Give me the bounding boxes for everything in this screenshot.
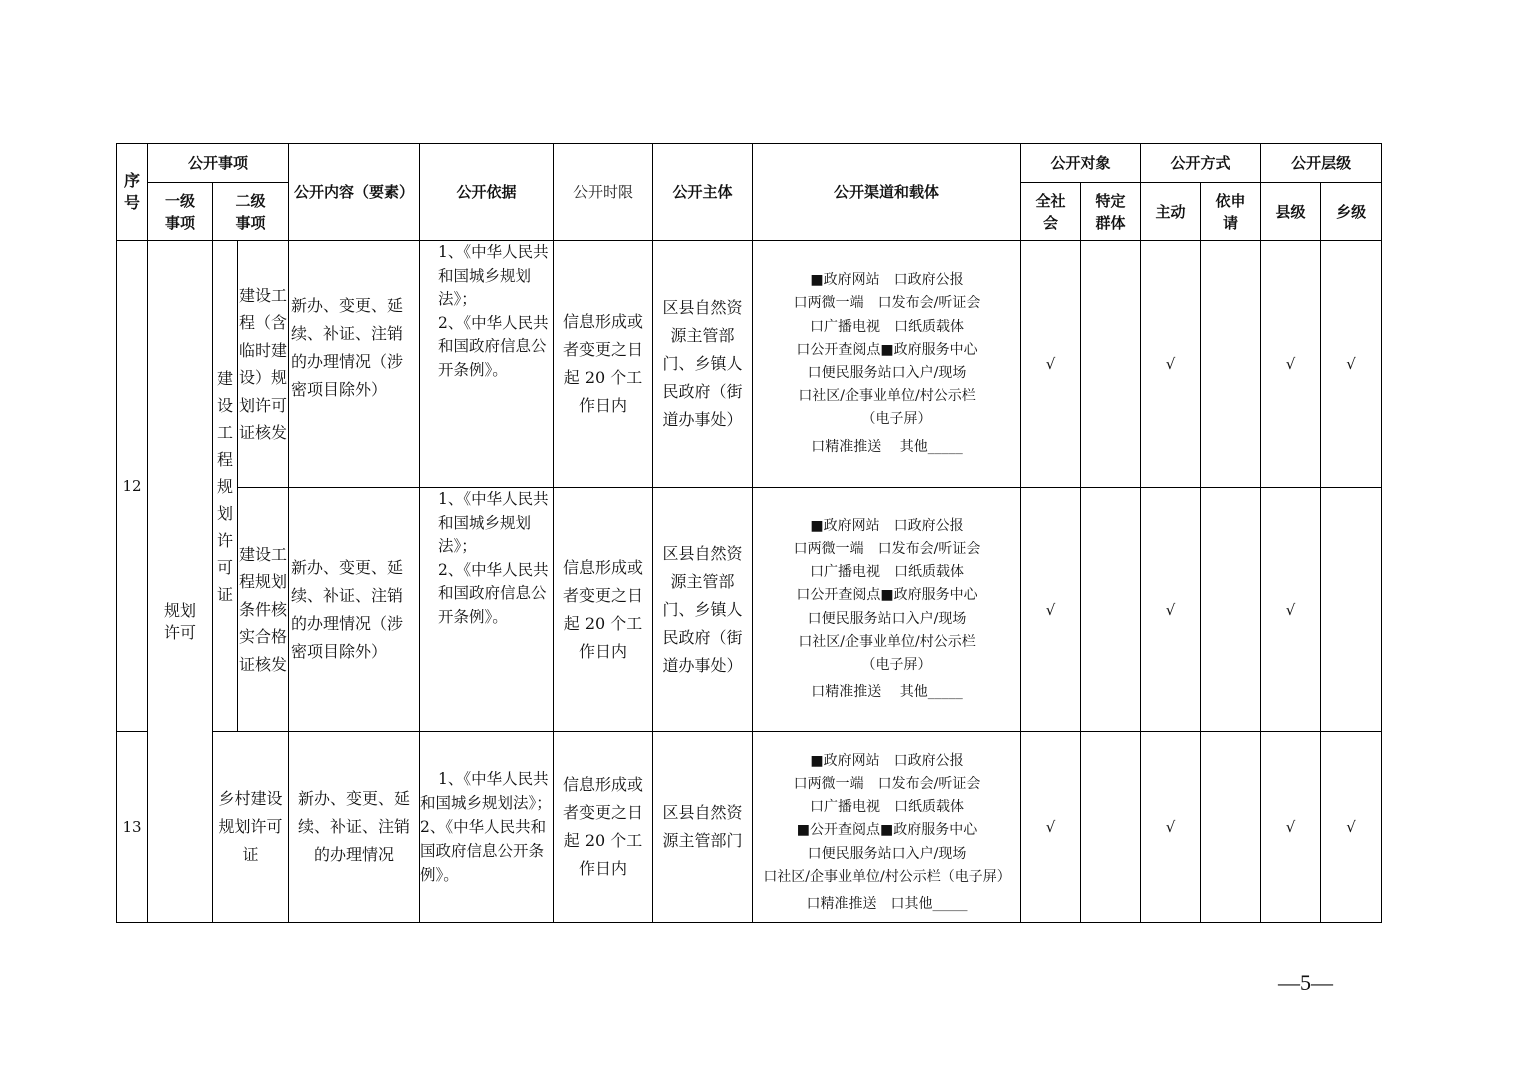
level2-cell: 建设工程规划条件核实合格证核发 xyxy=(238,488,289,732)
method-request-check xyxy=(1201,241,1261,488)
table-row xyxy=(117,732,1382,923)
level-county-check: √ xyxy=(1261,488,1321,732)
level1-sub-cell: 建设工程规划许可证 xyxy=(213,241,238,732)
target-all-check: √ xyxy=(1021,732,1081,923)
channels-cell: ■政府网站 口政府公报 口两微一端 口发布会/听证会 口广播电视 口纸质载体 口公开查阅点■政府服务中心 口便民服务站口入户/现场 口社区/企事业单位/村公示栏 （电子屏） 口精准推送 其他_____ xyxy=(753,241,1021,488)
channels-cell: ■政府网站 口政府公报 口两微一端 口发布会/听证会 口广播电视 口纸质载体 ■公开查阅点■政府服务中心 口便民服务站口入户/现场 口社区/企事业单位/村公示栏（电子屏） 口精准推送 口其他_____ xyxy=(753,732,1021,923)
header-target-all: 全社会 xyxy=(1021,183,1081,241)
basis-cell: 1、《中华人民共和国城乡规划法》； 2、《中华人民共和国政府信息公开条例》。 xyxy=(420,241,554,488)
method-active-check: √ xyxy=(1141,241,1201,488)
header-level1: 一级事项 xyxy=(148,183,213,241)
method-active-check: √ xyxy=(1141,488,1201,732)
header-time-limit: 公开时限 xyxy=(554,144,653,241)
level-county-check: √ xyxy=(1261,241,1321,488)
header-level-township: 乡级 xyxy=(1321,183,1382,241)
header-target: 公开对象 xyxy=(1021,144,1141,183)
header-matter: 公开事项 xyxy=(148,144,289,183)
header-target-specific: 特定群体 xyxy=(1081,183,1141,241)
level2-cell: 乡村建设规划许可证 xyxy=(213,732,289,923)
level-township-check: √ xyxy=(1321,241,1382,488)
header-row-1 xyxy=(117,144,1382,183)
header-content: 公开内容（要素） xyxy=(289,144,420,241)
table-row xyxy=(117,488,1382,732)
method-active-check: √ xyxy=(1141,732,1201,923)
target-specific-check xyxy=(1081,488,1141,732)
level-township-check xyxy=(1321,488,1382,732)
content-cell: 新办、变更、延续、补证、注销的办理情况（涉密项目除外） xyxy=(289,241,420,488)
method-request-check xyxy=(1201,488,1261,732)
header-level-county: 县级 xyxy=(1261,183,1321,241)
header-level2: 二级事项 xyxy=(213,183,289,241)
header-method-request: 依申请 xyxy=(1201,183,1261,241)
method-request-check xyxy=(1201,732,1261,923)
subject-cell: 区县自然资源主管部门、乡镇人民政府（街道办事处） xyxy=(653,488,753,732)
content-cell: 新办、变更、延续、补证、注销的办理情况（涉密项目除外） xyxy=(289,488,420,732)
content-cell: 新办、变更、延续、补证、注销的办理情况 xyxy=(289,732,420,923)
seq-cell: 13 xyxy=(117,732,148,923)
target-specific-check xyxy=(1081,241,1141,488)
time-limit-cell: 信息形成或者变更之日起 20 个工作日内 xyxy=(554,732,653,923)
table-row xyxy=(117,241,1382,488)
target-specific-check xyxy=(1081,732,1141,923)
level-county-check: √ xyxy=(1261,732,1321,923)
seq-cell: 12 xyxy=(117,241,148,732)
header-level: 公开层级 xyxy=(1261,144,1382,183)
disclosure-table xyxy=(116,143,1382,923)
header-method: 公开方式 xyxy=(1141,144,1261,183)
header-subject: 公开主体 xyxy=(653,144,753,241)
header-channels: 公开渠道和载体 xyxy=(753,144,1021,241)
header-basis: 公开依据 xyxy=(420,144,554,241)
time-limit-cell: 信息形成或者变更之日起 20 个工作日内 xyxy=(554,488,653,732)
level2-cell: 建设工程（含临时建设）规划许可证核发 xyxy=(238,241,289,488)
basis-cell: 1、《中华人民共和国城乡规划法》；2、《中华人民共和国政府信息公开条例》。 xyxy=(420,732,554,923)
level-township-check: √ xyxy=(1321,732,1382,923)
header-method-active: 主动 xyxy=(1141,183,1201,241)
page-number: —5— xyxy=(1278,970,1333,995)
subject-cell: 区县自然资源主管部门 xyxy=(653,732,753,923)
subject-cell: 区县自然资源主管部门、乡镇人民政府（街道办事处） xyxy=(653,241,753,488)
target-all-check: √ xyxy=(1021,488,1081,732)
level1-cell: 规划许可 xyxy=(148,241,213,923)
time-limit-cell: 信息形成或者变更之日起 20 个工作日内 xyxy=(554,241,653,488)
channels-cell: ■政府网站 口政府公报 口两微一端 口发布会/听证会 口广播电视 口纸质载体 口公开查阅点■政府服务中心 口便民服务站口入户/现场 口社区/企事业单位/村公示栏 （电子屏） 口精准推送 其他_____ xyxy=(753,488,1021,732)
header-seq: 序号 xyxy=(117,144,148,241)
basis-cell: 1、《中华人民共和国城乡规划法》； 2、《中华人民共和国政府信息公开条例》。 xyxy=(420,488,554,732)
target-all-check: √ xyxy=(1021,241,1081,488)
